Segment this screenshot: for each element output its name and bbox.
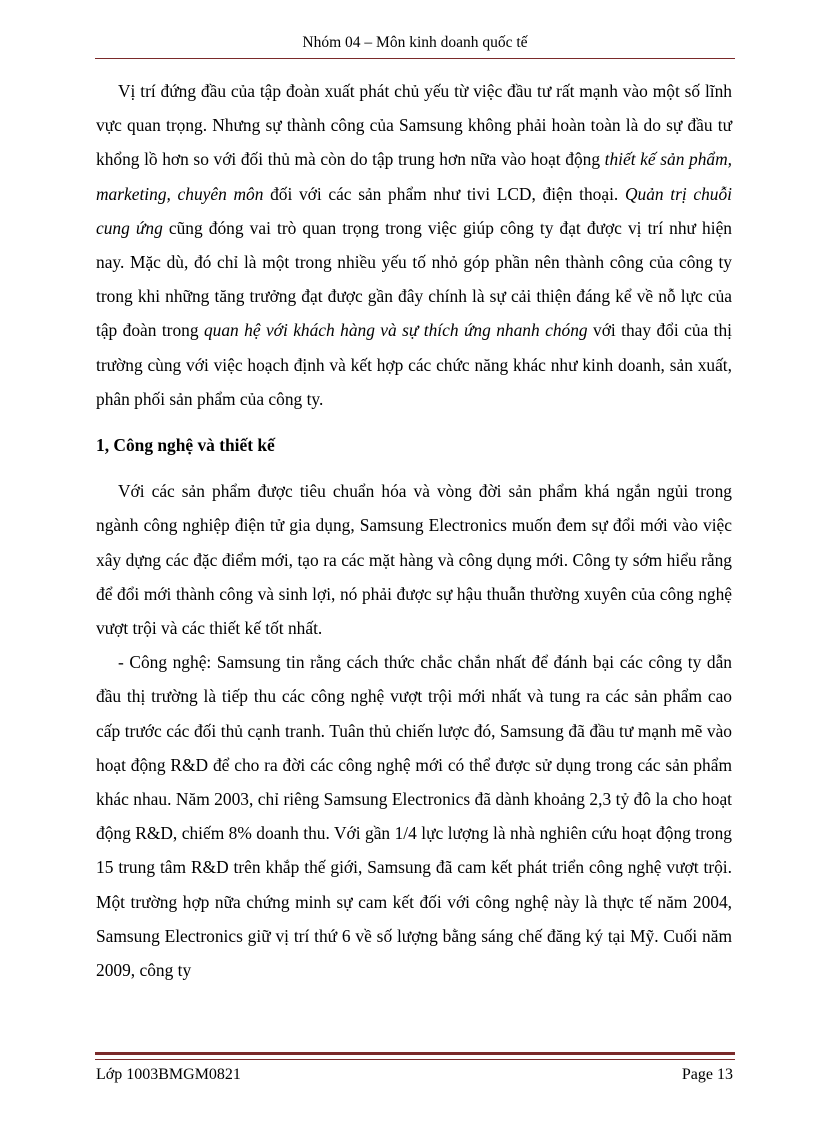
footer-rule-thick: [95, 1052, 735, 1055]
header-rule: [95, 58, 735, 59]
paragraph-intro-italic-2: Quản trị chuỗi cung ứng: [96, 183, 732, 238]
section-heading: 1, Công nghệ và thiết kế: [96, 435, 275, 456]
footer-rule-thin: [95, 1059, 735, 1060]
paragraph-intro: [96, 74, 732, 416]
paragraph-technology-design: Với các sản phẩm được tiêu chuẩn hóa và vòng đời sản phẩm khá ngắn ngủi trong ngành công nghiệp điện tử gia dụng, Samsung Electronics muốn đem sự đổi mới vào việc xây dựng các đặc điểm mới, tạo ra các mặt hàng và công dụng mới. Công ty sớm hiểu rằng để đổi mới thành công và sinh lợi, nó phải được sự hậu thuẫn thường xuyên của công nghệ vượt trội và các thiết kế tốt nhất.: [96, 481, 732, 639]
footer-class-label: Lớp 1003BMGM0821: [96, 1066, 241, 1083]
paragraph-intro-text-4: với thay đổi của thị trường cùng với việc hoạch định và kết hợp các chức năng khác như kinh doanh, sản xuất, phân phối sản phẩm của công ty.: [96, 320, 732, 409]
paragraph-intro-italic-3: quan hệ với khách hàng và sự thích ứng nhanh chóng: [203, 320, 588, 341]
document-body: [96, 74, 732, 987]
paragraph-intro-italic-1: thiết kế sản phẩm, marketing, chuyên môn: [96, 149, 733, 204]
paragraph-technology: - Công nghệ: Samsung tin rằng cách thức chắc chắn nhất để đánh bại các công ty dẫn đầu thị trường là tiếp thu các công nghệ vượt trội mới nhất và tung ra các sản phẩm cao cấp trước các đối thủ cạnh tranh. Tuân thủ chiến lược đó, Samsung đã đầu tư mạnh mẽ vào hoạt động R&D để cho ra đời các công nghệ mới có thể được sử dụng trong các sản phẩm khác nhau. Năm 2003, chỉ riêng Samsung Electronics đã dành khoảng 2,3 tỷ đô la cho hoạt động R&D, chiếm 8% doanh thu. Với gần 1/4 lực lượng là nhà nghiên cứu hoạt động trong 15 trung tâm R&D trên khắp thế giới, Samsung đã cam kết phát triển công nghệ vượt trội. Một trường hợp nữa chứng minh sự cam kết đối với công nghệ này là thực tế năm 2004, Samsung Electronics giữ vị trí thứ 6 về số lượng bằng sáng chế đăng ký tại Mỹ. Cuối năm 2009, công ty: [96, 652, 732, 981]
paragraph-intro-text-2: đối với các sản phẩm như tivi LCD, điện thoại.: [263, 183, 625, 204]
footer-page-number: Page 13: [681, 1066, 733, 1083]
page-header-title: Nhóm 04 – Môn kinh doanh quốc tế: [302, 34, 528, 51]
paragraph-intro-text-1: Vị trí đứng đầu của tập đoàn xuất phát chủ yếu từ việc đầu tư rất mạnh vào một số lĩnh vực quan trọng. Nhưng sự thành công của Samsung không phải hoàn toàn là do sự đầu tư khổng lồ hơn so với đối thủ mà còn do tập trung hơn nữa vào hoạt động: [96, 81, 732, 170]
paragraph-intro-text-3: cũng đóng vai trò quan trọng trong việc giúp công ty đạt được vị trí như hiện nay. Mặc dù, đó chỉ là một trong nhiều yếu tố nhỏ góp phần nên thành công của công ty trong khi những tăng trưởng đạt được gần đây chính là sự cải thiện đáng kể về nỗ lực của tập đoàn trong: [96, 217, 732, 341]
